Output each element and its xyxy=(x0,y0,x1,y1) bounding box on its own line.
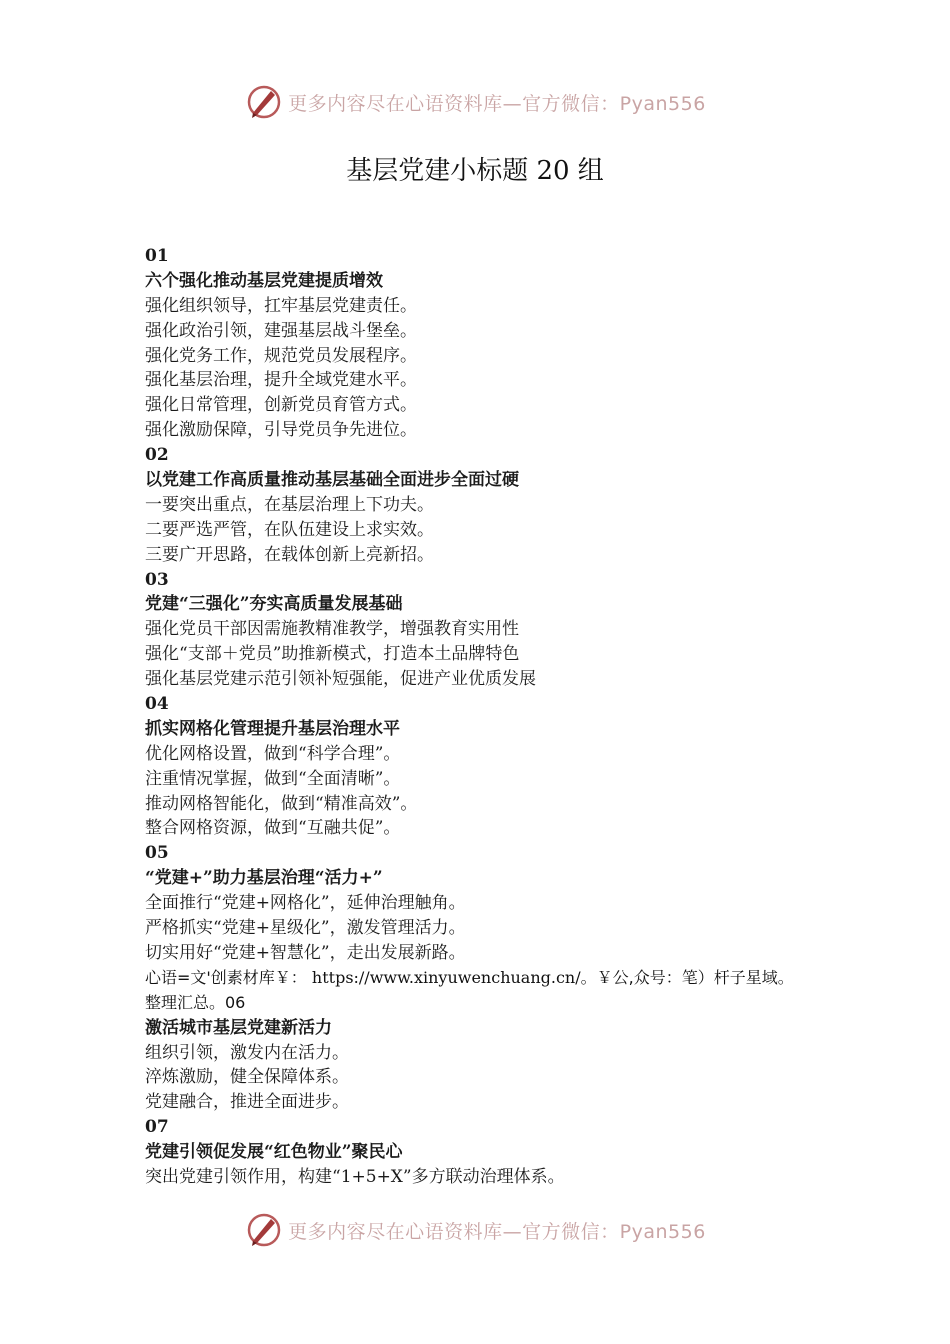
section-heading: 以党建工作高质量推动基层基础全面进步全面过硬 xyxy=(145,470,519,491)
watermark-url: https://www.xinyuwenchuang.cn/ xyxy=(311,967,581,987)
section-line: 强化党员干部因需施教精准教学，增强教育实用性 xyxy=(145,619,519,640)
section-number: 02 xyxy=(145,445,169,466)
section-line: 严格抓实“党建+星级化”，激发管理活力。 xyxy=(145,918,466,939)
footer-banner xyxy=(0,1208,950,1252)
banner-text: 更多内容尽在心语资料库—官方微信：Pyan556 xyxy=(288,1220,706,1243)
section-line: 淬炼激励，健全保障体系。 xyxy=(145,1067,349,1088)
section-heading: 抓实网格化管理提升基层治理水平 xyxy=(145,718,400,739)
section-line: 强化基层治理，提升全域党建水平。 xyxy=(145,370,417,391)
section-number: 07 xyxy=(145,1117,169,1138)
section-line: 强化激励保障，引导党员争先进位。 xyxy=(145,420,417,441)
document-body xyxy=(145,244,845,1190)
banner-text: 更多内容尽在心语资料库—官方微信：Pyan556 xyxy=(288,92,706,115)
section-line: 强化党务工作，规范党员发展程序。 xyxy=(145,345,417,366)
watermark-line: 心语=文'创素材库￥： https://www.xinyuwenchuang.cn/。￥公,众号：笔）杆子星域。 xyxy=(145,967,794,987)
watermark-line-2: 整理汇总。06 xyxy=(145,992,246,1012)
section-line: 优化网格设置，做到“科学合理”。 xyxy=(145,743,401,764)
pen-logo-icon xyxy=(244,82,284,122)
page-title: 基层党建小标题 20 组 xyxy=(346,156,604,186)
section-line: 二要严选严管，在队伍建设上求实效。 xyxy=(145,519,434,540)
section-line: 一要突出重点，在基层治理上下功夫。 xyxy=(145,494,434,515)
section-number: 01 xyxy=(145,246,169,266)
section-heading: 激活城市基层党建新活力 xyxy=(145,1017,332,1038)
section-line: 切实用好“党建+智慧化”，走出发展新路。 xyxy=(145,942,466,963)
section-line: 组织引领，激发内在活力。 xyxy=(145,1042,349,1063)
section-line: 强化组织领导，扛牢基层党建责任。 xyxy=(145,295,417,316)
section-heading: 六个强化推动基层党建提质增效 xyxy=(145,270,383,291)
header-banner xyxy=(0,80,950,124)
section-line: 突出党建引领作用，构建“1+5+X”多方联动治理体系。 xyxy=(145,1166,565,1187)
section-line: 党建融合，推进全面进步。 xyxy=(145,1092,349,1113)
section-number: 03 xyxy=(145,569,169,590)
section-number: 04 xyxy=(145,694,169,715)
section-heading: “党建+”助力基层治理“活力+” xyxy=(145,868,383,889)
section-line: 整合网格资源，做到“互融共促”。 xyxy=(145,818,401,839)
section-line: 注重情况掌握，做到“全面清晰”。 xyxy=(145,768,401,789)
section-heading: 党建引领促发展“红色物业”聚民心 xyxy=(145,1142,403,1163)
pen-logo-icon xyxy=(244,1210,284,1250)
section-line: 强化日常管理，创新党员育管方式。 xyxy=(145,395,417,416)
section-heading: 党建“三强化”夯实高质量发展基础 xyxy=(145,594,403,615)
section-line: 强化基层党建示范引领补短强能，促进产业优质发展 xyxy=(145,669,536,690)
section-line: 推动网格智能化，做到“精准高效”。 xyxy=(145,793,418,814)
section-line: 全面推行“党建+网格化”，延伸治理触角。 xyxy=(145,893,466,914)
section-number: 05 xyxy=(145,843,169,864)
section-line: 强化“支部＋党员”助推新模式，打造本土品牌特色 xyxy=(145,644,520,665)
section-line: 强化政治引领，建强基层战斗堡垒。 xyxy=(145,320,417,341)
section-line: 三要广开思路，在载体创新上亮新招。 xyxy=(145,544,434,565)
